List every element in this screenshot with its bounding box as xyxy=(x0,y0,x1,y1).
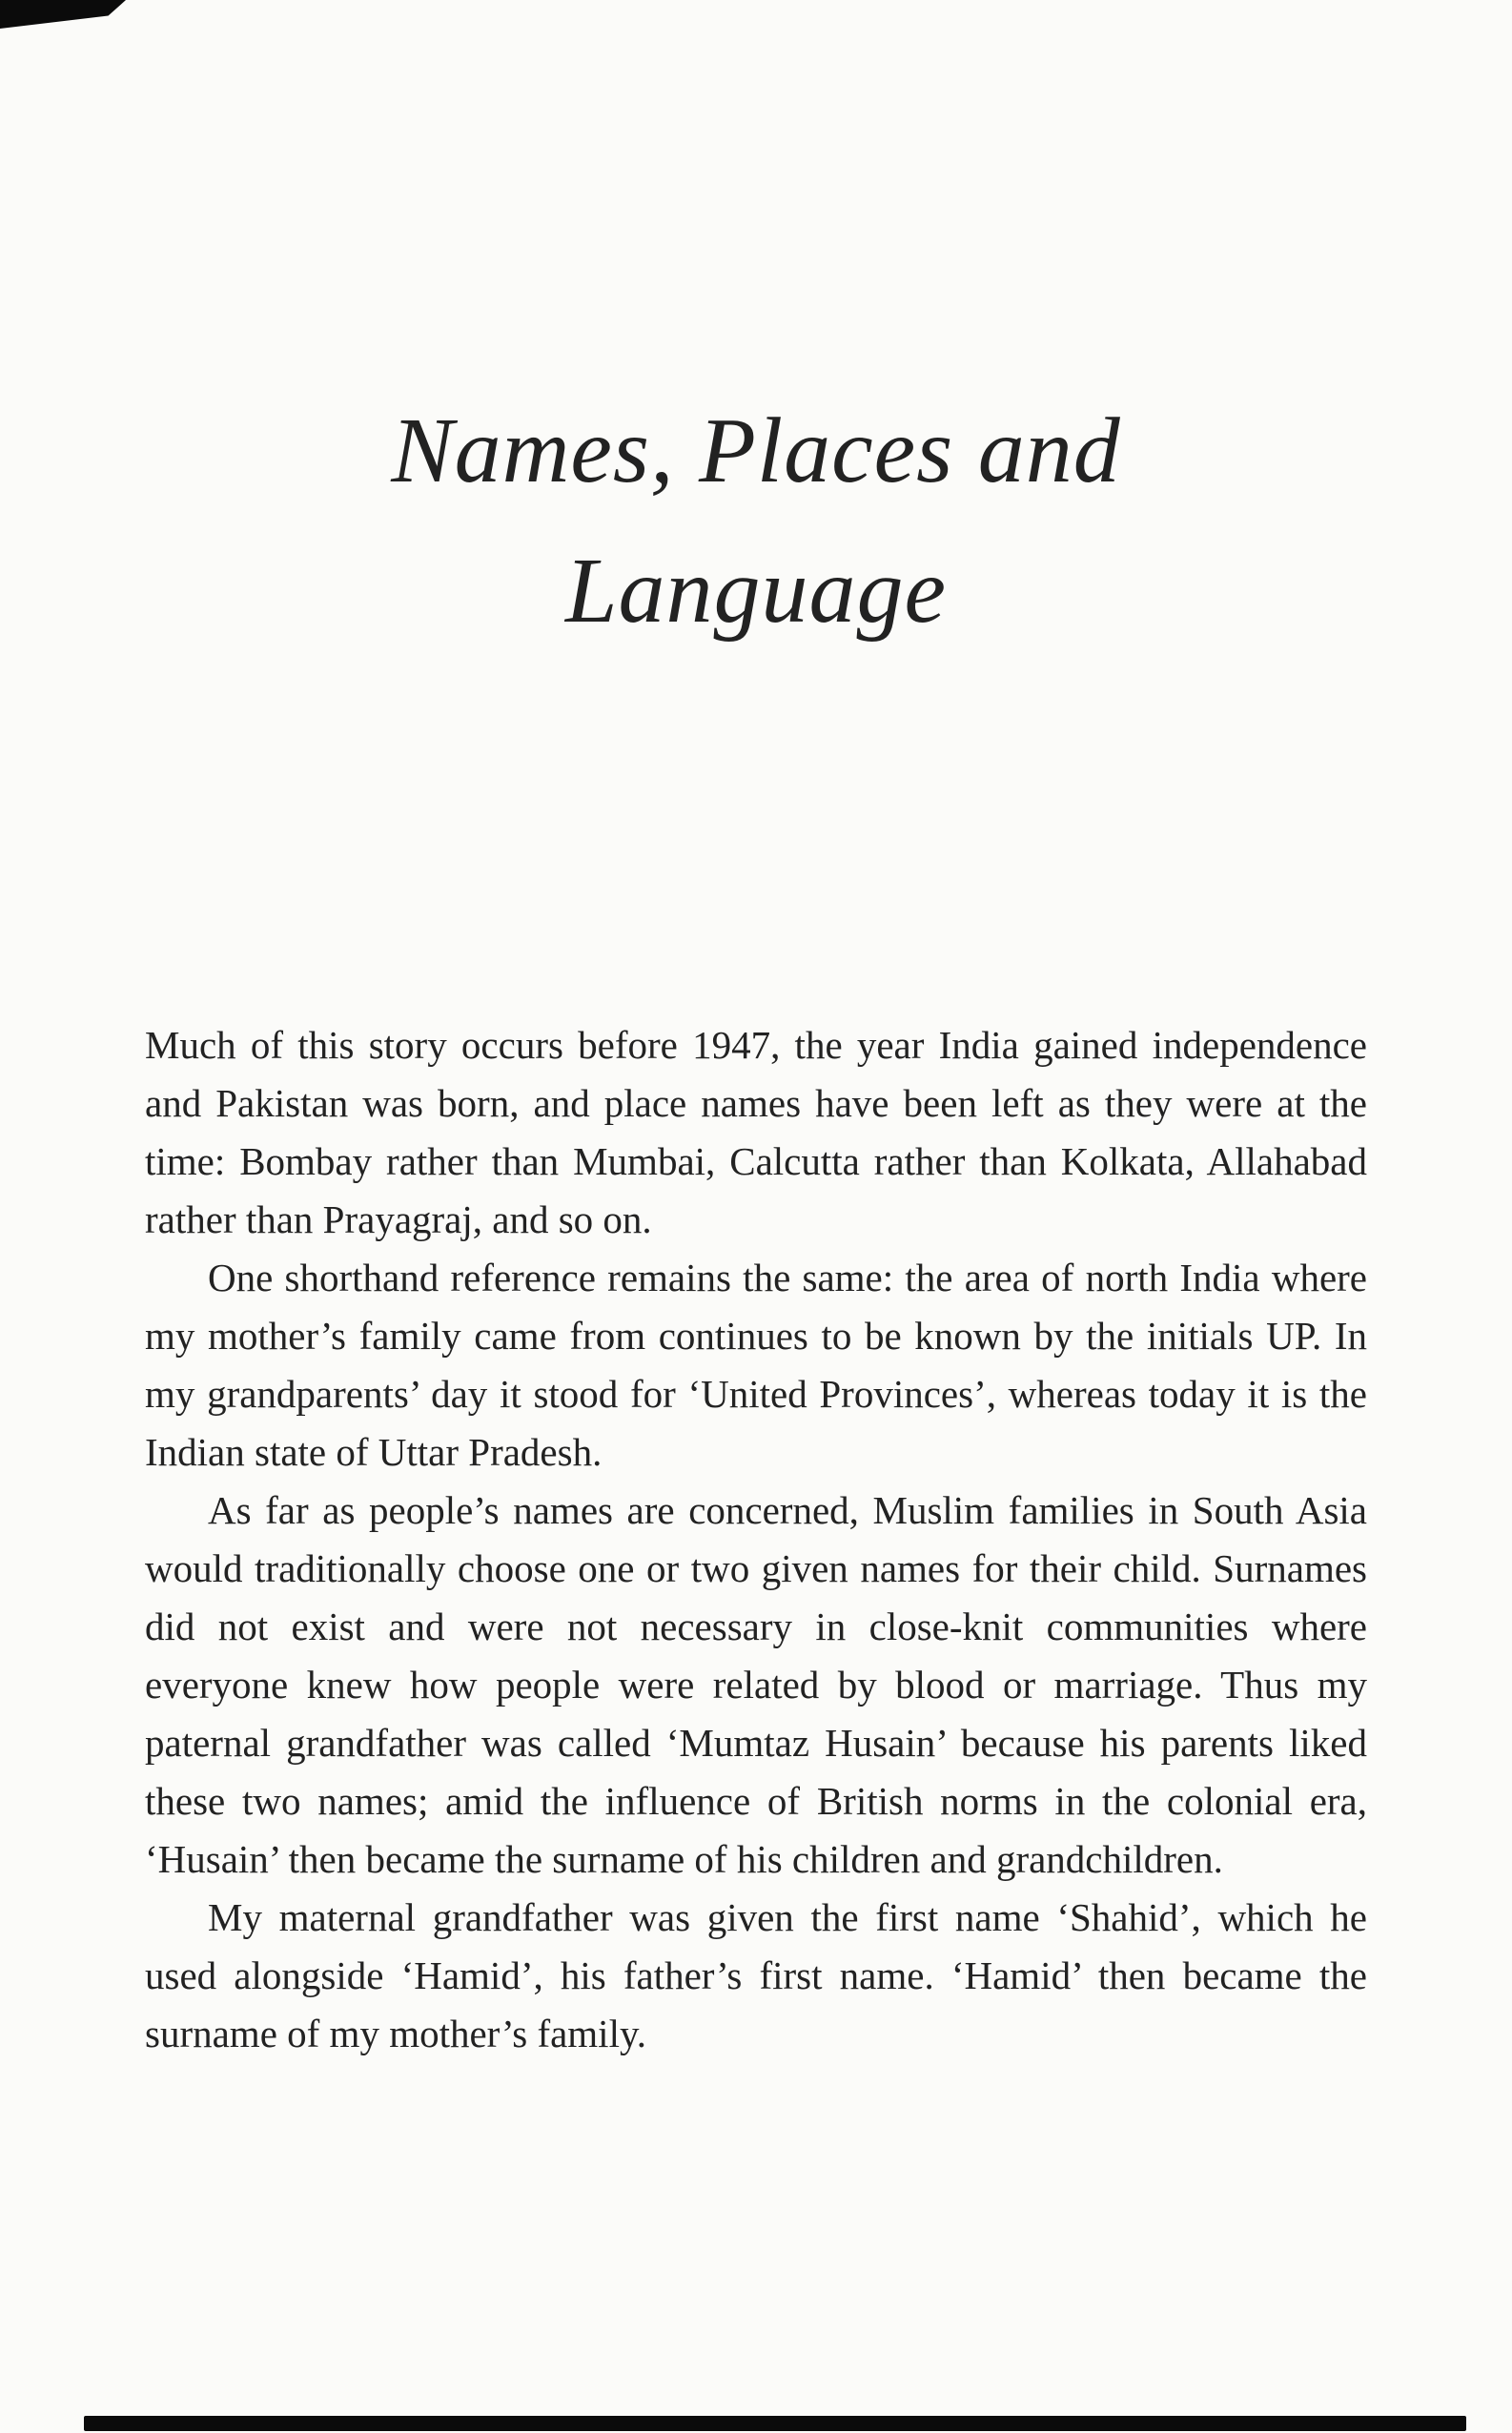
chapter-title xyxy=(0,381,1512,662)
body-text-block xyxy=(145,1016,1367,2063)
paragraph: Much of this story occurs before 1947, the year India gained independence and Pakistan was born, and place names have been left as they were at the time: Bombay rather than Mumbai, Calcutta rather than Kolkata, Allahabad rather than Prayagraj, and so on. xyxy=(145,1023,1367,1241)
paragraph: As far as people’s names are concerned, Muslim families in South Asia would traditionally choose one or two given names for their child. Surnames did not exist and were not necessary in close-knit communities where everyone knew how people were related by blood or marriage. Thus my paternal grandfather was called ‘Mumtaz Husain’ because his parents liked these two names; amid the influence of British norms in the colonial era, ‘Husain’ then became the surname of his children and grandchildren. xyxy=(145,1488,1367,1881)
scan-artifact-bottom xyxy=(84,2416,1466,2431)
chapter-title-line-2: Language xyxy=(565,540,947,643)
paragraph: One shorthand reference remains the same: the area of north India where my mother’s family came from continues to be known by the initials UP. In my grandparents’ day it stood for ‘United Provinces’, whereas today it is the Indian state of Uttar Pradesh. xyxy=(145,1256,1367,1474)
scan-artifact-top-left xyxy=(0,0,126,29)
chapter-title-line-1: Names, Places and xyxy=(391,399,1121,502)
paragraph: My maternal grandfather was given the first name ‘Shahid’, which he used alongside ‘Hamid’, his father’s first name. ‘Hamid’ then became the surname of my mother’s family. xyxy=(145,1895,1367,2055)
